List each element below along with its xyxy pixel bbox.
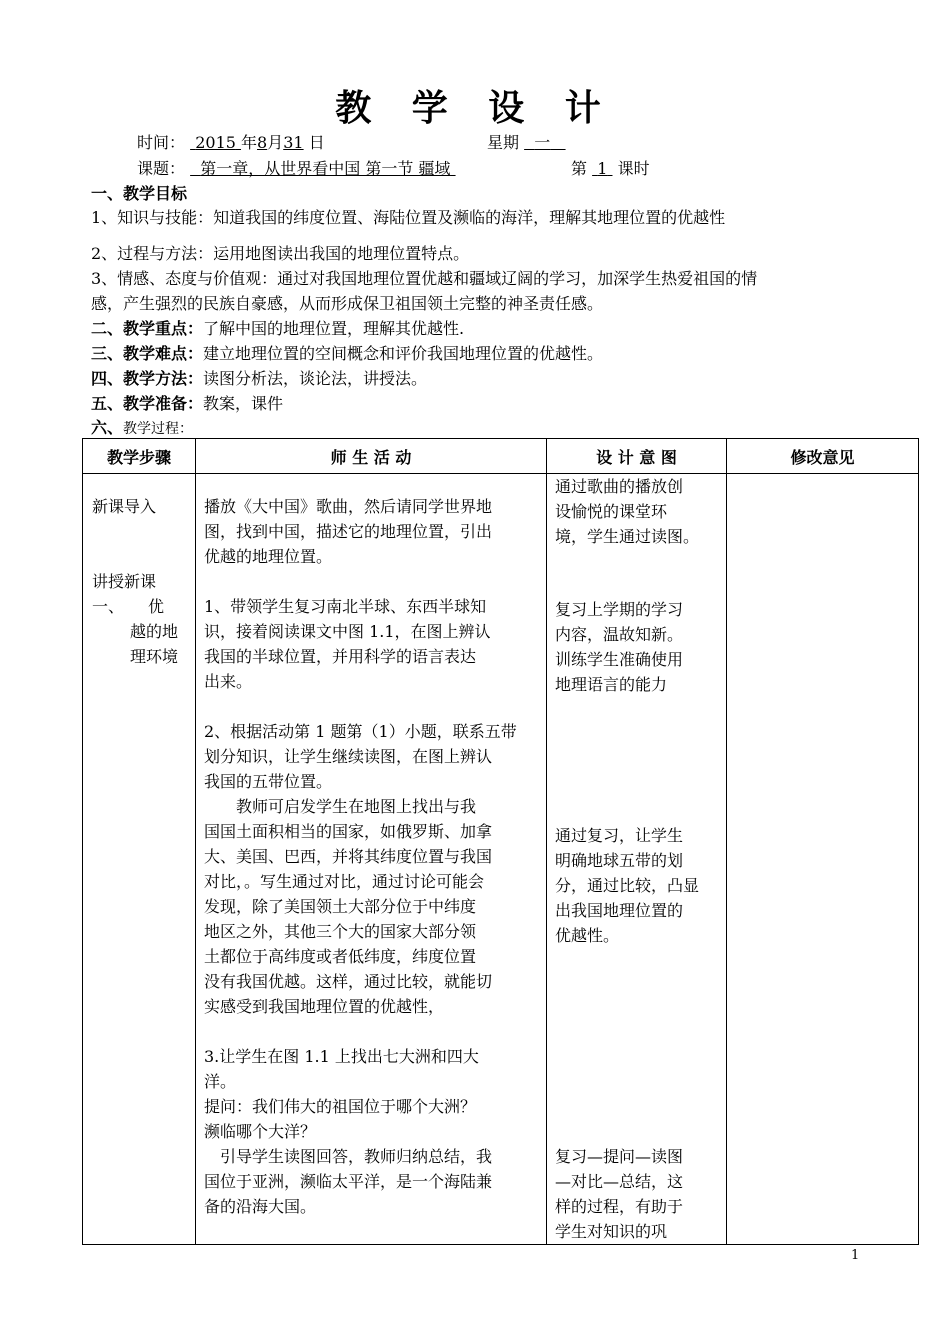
activity-line: 提问：我们伟大的祖国位于哪个大洲？ (204, 1097, 477, 1116)
activity-line: 发现，除了美国领土大部分位于中纬度 (204, 897, 477, 916)
topic-label: 课题： (137, 159, 186, 178)
period-label: 第 (571, 159, 588, 178)
day-unit: 日 (308, 133, 325, 152)
intent-line: 通过歌曲的播放创 (555, 477, 684, 496)
intent-line: 优越性。 (555, 926, 620, 945)
intent-line: —对比—总结，这 (555, 1172, 684, 1191)
activity-line: 备的沿海大国。 (204, 1197, 317, 1216)
year-unit: 年 (241, 133, 258, 152)
keypoint-text: 了解中国的地理位置，理解其优越性. (203, 319, 465, 338)
activity-line: 土都位于高纬度或者低纬度，纬度位置 (204, 947, 477, 966)
activity-line: 优越的地理位置。 (204, 547, 333, 566)
intent-line: 明确地球五带的划 (555, 851, 684, 870)
step-intro: 新课导入 (92, 497, 157, 516)
section-process (91, 415, 193, 438)
page-number: 1 (851, 1248, 860, 1263)
intent-line: 学生对知识的巩 (555, 1222, 668, 1241)
step-sub-line1: 一、 优 (92, 597, 165, 616)
activity-line: 出来。 (204, 672, 253, 691)
process-label: 六、 (91, 418, 124, 437)
week-label: 星期 (487, 133, 520, 152)
difficulty-text: 建立地理位置的空间概念和评价我国地理位置的优越性。 (203, 344, 604, 363)
activity-line: 图，找到中国，描述它的地理位置，引出 (204, 522, 493, 541)
intent-line: 复习上学期的学习 (555, 600, 684, 619)
activity-line: 濒临哪个大洋？ (204, 1122, 317, 1141)
section-objectives-heading: 一、教学目标 (91, 184, 188, 203)
activity-line: 播放《大中国》歌曲，然后请同学世界地 (204, 497, 493, 516)
activity-line: 我国的半球位置，并用科学的语言表达 (204, 647, 477, 666)
intent-line: 内容，温故知新。 (555, 625, 684, 644)
objective-attitude-line2: 感，产生强烈的民族自豪感，从而形成保卫祖国领土完整的神圣责任感。 (91, 294, 604, 313)
revision-cell (727, 474, 919, 1245)
topic-value: 第一章，从世界看中国 第一节 疆域 (200, 159, 451, 178)
activity-line: 引导学生读图回答，教师归纳总结，我 (204, 1147, 493, 1166)
day-value: 31 (283, 133, 304, 152)
intent-line: 地理语言的能力 (555, 675, 668, 694)
activity-line: 1、带领学生复习南北半球、东西半球知 (204, 597, 487, 616)
revision-notes (727, 474, 918, 1244)
activity-line: 对比，。写生通过对比，通过讨论可能会 (204, 872, 485, 891)
method-text: 读图分析法，谈论法，讲授法。 (203, 369, 428, 388)
week-value: 一 (534, 133, 551, 152)
objective-process: 2、过程与方法：运用地图读出我国的地理位置特点。 (91, 244, 470, 263)
lesson-table (82, 438, 919, 1245)
activity-line: 国国土面积相当的国家，如俄罗斯、加拿 (204, 822, 493, 841)
activity-line: 我国的五带位置。 (204, 772, 333, 791)
activity-line: 2、根据活动第 1 题第（1）小题，联系五带 (204, 722, 517, 741)
header-activities: 师 生 活 动 (196, 439, 547, 474)
method-label: 四、教学方法： (91, 369, 204, 388)
process-text: 教学过程： (123, 421, 194, 437)
intent-line: 设愉悦的课堂环 (555, 502, 668, 521)
week-line (487, 130, 566, 153)
intent-line: 通过复习，让学生 (555, 826, 684, 845)
activity-line: 洋。 (204, 1072, 237, 1091)
section-keypoint (91, 316, 464, 339)
activities-cell (196, 474, 547, 1245)
activity-line: 没有我国优越。这样，通过比较，就能切 (204, 972, 493, 991)
year-value: 2015 (195, 133, 236, 152)
intent-line: 境，学生通过读图。 (555, 527, 700, 546)
keypoint-label: 二、教学重点： (91, 319, 204, 338)
section-method (91, 366, 427, 389)
objective-attitude-line1: 3、情感、态度与价值观：通过对我国地理位置优越和疆域辽阔的学习，加深学生热爱祖国的情 (91, 269, 758, 288)
activity-line: 大、美国、巴西，并将其纬度位置与我国 (204, 847, 493, 866)
month-value: 8 (257, 133, 268, 152)
period-value: 1 (597, 159, 608, 178)
step-teach: 讲授新课 (92, 572, 157, 591)
intent-line: 样的过程，有助于 (555, 1197, 684, 1216)
table-row (83, 474, 919, 1245)
section-difficulty (91, 341, 603, 364)
header-revision: 修改意见 (727, 439, 919, 474)
period-line (571, 156, 650, 179)
intent-line: 分，通过比较，凸显 (555, 876, 700, 895)
date-line (137, 130, 325, 153)
intent-line: 复习—提问—读图 (555, 1147, 684, 1166)
page-title: 教 学 设 计 (335, 88, 615, 129)
activity-line: 国位于亚洲，濒临太平洋，是一个海陆兼 (204, 1172, 493, 1191)
month-unit: 月 (267, 133, 284, 152)
activity-line: 地区之外，其他三个大的国家大部分领 (204, 922, 477, 941)
section-preparation (91, 391, 283, 414)
activity-line: 识，接着阅读课文中图 1.1，在图上辨认 (204, 622, 491, 641)
intent-cell (547, 474, 727, 1245)
topic-line (137, 156, 456, 179)
activity-line: 3.让学生在图 1.1 上找出七大洲和四大 (204, 1047, 479, 1066)
difficulty-label: 三、教学难点： (91, 344, 204, 363)
table-header-row (83, 439, 919, 474)
step-sub-line2: 越的地 (130, 622, 179, 641)
preparation-text: 教案，课件 (203, 394, 284, 413)
header-steps: 教学步骤 (83, 439, 196, 474)
activity-line: 划分知识，让学生继续读图，在图上辨认 (204, 747, 493, 766)
intent-line: 训练学生准确使用 (555, 650, 684, 669)
activity-line: 实感受到我国地理位置的优越性， (204, 997, 445, 1016)
intent-line: 出我国地理位置的 (555, 901, 684, 920)
preparation-label: 五、教学准备： (91, 394, 204, 413)
objective-knowledge: 1、知识与技能：知道我国的纬度位置、海陆位置及濒临的海洋，理解其地理位置的优越性 (91, 208, 726, 227)
activity-line: 教师可启发学生在地图上找出与我 (204, 797, 477, 816)
time-label: 时间： (137, 133, 186, 152)
steps-cell (83, 474, 196, 1245)
step-sub-line3: 理环境 (130, 647, 179, 666)
header-intent: 设 计 意 图 (547, 439, 727, 474)
period-unit: 课时 (617, 159, 650, 178)
